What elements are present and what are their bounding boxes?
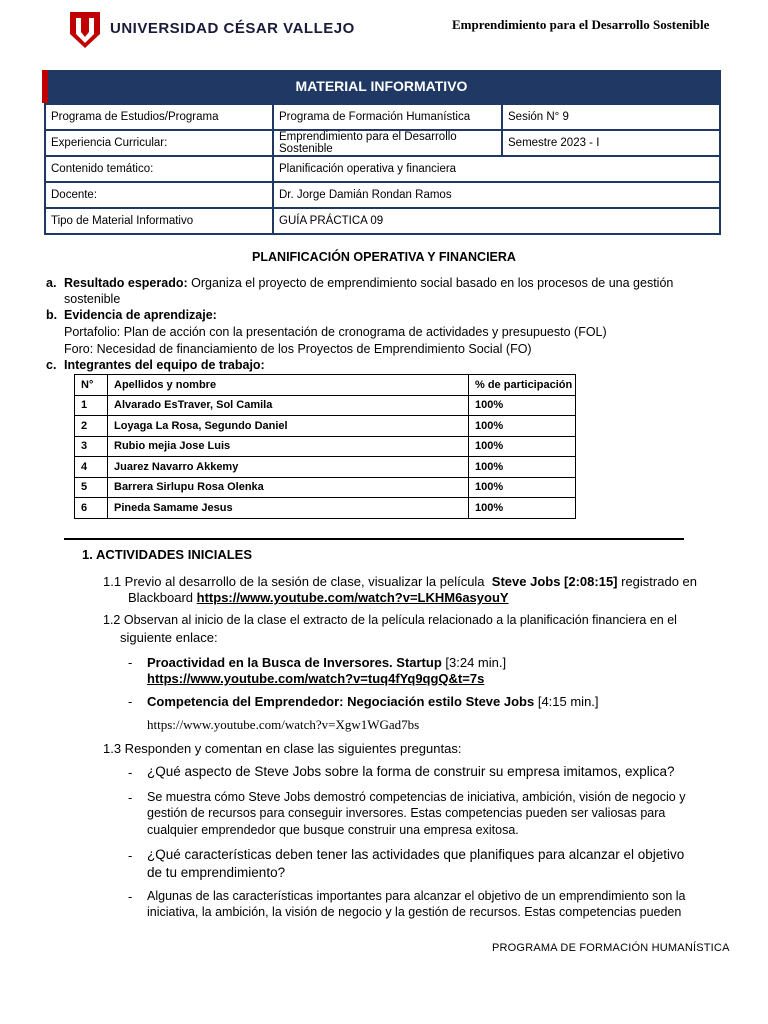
document-title: PLANIFICACIÓN OPERATIVA Y FINANCIERA (252, 250, 516, 264)
table-row (75, 395, 576, 416)
footer-program: PROGRAMA DE FORMACIÓN HUMANÍSTICA (492, 942, 730, 954)
paragraph-1-3: 1.3 Responden y comentan en clase las siguientes preguntas: (103, 741, 462, 756)
answer-2-line2: iniciativa, la ambición, la visión de negocio y la gestión de recursos. Estas competencias pueden (147, 905, 682, 919)
answer-1-line1: Se muestra cómo Steve Jobs demostró competencias de iniciativa, ambición, visión de negocio y (147, 790, 686, 804)
section-heading: 1. ACTIVIDADES INICIALES (82, 547, 252, 562)
material-banner (42, 70, 721, 103)
member-name: Rubio mejia Jose Luis (108, 436, 469, 457)
info-label: Docente: (45, 182, 273, 208)
member-participation: 100% (469, 436, 576, 457)
table-row (75, 457, 576, 478)
info-session: Sesión N° 9 (502, 104, 720, 130)
p11-tail: registrado en (617, 574, 698, 589)
header-participation: % de participación (469, 375, 576, 396)
table-header-row (75, 375, 576, 396)
question-1: ¿Qué aspecto de Steve Jobs sobre la forma de construir su empresa imitamos, explica? (147, 764, 675, 779)
answer-1-line2: gestión de recursos para conseguir inversores. Estas competencias pueden ser valiosas para (147, 806, 666, 820)
item-b-marker: b. (46, 308, 58, 322)
item-c-marker: c. (46, 358, 57, 372)
info-value: Emprendimiento para el Desarrollo Sostenible (273, 130, 502, 156)
bullet-dash: - (128, 694, 133, 709)
table-row (75, 477, 576, 498)
bullet-dash: - (128, 655, 133, 670)
info-value: GUÍA PRÁCTICA 09 (273, 208, 720, 234)
header-number: N° (75, 375, 108, 396)
info-row (45, 208, 720, 234)
member-name: Barrera Sirlupu Rosa Olenka (108, 477, 469, 498)
member-number: 3 (75, 436, 108, 457)
bullet-dash: - (128, 765, 133, 780)
course-info-table (44, 103, 721, 235)
member-number: 1 (75, 395, 108, 416)
university-logo-icon (70, 12, 100, 48)
info-label: Tipo de Material Informativo (45, 208, 273, 234)
bullet-2-link[interactable]: https://www.youtube.com/watch?v=Xgw1WGad7bs (147, 717, 420, 732)
banner-title: MATERIAL INFORMATIVO (295, 78, 468, 94)
bullet-dash: - (128, 889, 133, 904)
paragraph-1-2-cont: siguiente enlace: (120, 630, 218, 645)
member-name: Alvarado EsTraver, Sol Camila (108, 395, 469, 416)
info-value: Programa de Formación Humanística (273, 104, 502, 130)
member-name: Juarez Navarro Akkemy (108, 457, 469, 478)
course-header-title: Emprendimiento para el Desarrollo Sostenible (452, 17, 710, 32)
table-row (75, 416, 576, 437)
info-semester: Semestre 2023 - I (502, 130, 720, 156)
member-participation: 100% (469, 416, 576, 437)
item-a-marker: a. (46, 276, 57, 290)
question-2-line2: de tu emprendimiento? (147, 865, 286, 880)
bullet-2 (147, 694, 599, 709)
bullet-1-text: Proactividad en la Busca de Inversores. Startup (147, 655, 446, 670)
info-label: Experiencia Curricular: (45, 130, 273, 156)
item-b-label: Evidencia de aprendizaje: (64, 308, 217, 322)
paragraph-1-1-cont (128, 590, 509, 605)
team-table (74, 374, 576, 519)
table-row (75, 498, 576, 519)
paragraph-1-1 (103, 574, 711, 589)
info-label: Contenido temático: (45, 156, 273, 182)
film-link[interactable]: https://www.youtube.com/watch?v=LKHM6asyouY (196, 590, 509, 605)
item-c-label: Integrantes del equipo de trabajo: (64, 358, 265, 372)
member-number: 5 (75, 477, 108, 498)
member-participation: 100% (469, 395, 576, 416)
member-participation: 100% (469, 498, 576, 519)
question-2-line1: ¿Qué características deben tener las actividades que planifiques para alcanzar el objetivo (147, 847, 685, 862)
item-a-text-cont: sostenible (64, 292, 121, 306)
member-participation: 100% (469, 457, 576, 478)
p11-text: 1.1 Previo al desarrollo de la sesión de clase, visualizar la película (103, 574, 485, 589)
bullet-2-text: Competencia del Emprendedor: Negociación estilo Steve Jobs (147, 694, 538, 709)
info-value: Planificación operativa y financiera (273, 156, 720, 182)
university-name: UNIVERSIDAD CÉSAR VALLEJO (110, 20, 355, 37)
item-a-label: Resultado esperado: (64, 276, 188, 290)
item-a-text: Organiza el proyecto de emprendimiento social basado en los procesos de una gestión (187, 276, 674, 290)
table-row (75, 436, 576, 457)
bullet-dash: - (128, 790, 133, 805)
section-divider (64, 538, 684, 540)
item-a (64, 276, 673, 290)
bullet-1 (147, 655, 506, 670)
info-label: Programa de Estudios/Programa (45, 104, 273, 130)
info-row (45, 156, 720, 182)
member-number: 6 (75, 498, 108, 519)
member-name: Pineda Samame Jesus (108, 498, 469, 519)
banner-accent (42, 70, 48, 103)
bullet-dash: - (128, 848, 133, 863)
p11-blackboard: Blackboard (128, 590, 197, 605)
answer-1-line3: cualquier emprendedor que busque construir una empresa exitosa. (147, 823, 519, 837)
answer-2-line1: Algunas de las características importantes para alcanzar el objetivo de un emprendimiento son la (147, 889, 686, 903)
bullet-2-time: [4:15 min.] (537, 694, 599, 709)
info-row (45, 130, 720, 156)
info-row (45, 104, 720, 130)
paragraph-1-2: 1.2 Observan al inicio de la clase el extracto de la película relacionado a la planificación financiera en el (103, 613, 677, 627)
bullet-1-link[interactable]: https://www.youtube.com/watch?v=tuq4fYq9qgQ&t=7s (147, 671, 485, 686)
member-number: 2 (75, 416, 108, 437)
member-name: Loyaga La Rosa, Segundo Daniel (108, 416, 469, 437)
info-value: Dr. Jorge Damián Rondan Ramos (273, 182, 720, 208)
member-participation: 100% (469, 477, 576, 498)
item-b-portfolio: Portafolio: Plan de acción con la presentación de cronograma de actividades y presupuesto (FOL) (64, 325, 607, 339)
info-row (45, 182, 720, 208)
header-name: Apellidos y nombre (108, 375, 469, 396)
item-b-forum: Foro: Necesidad de financiamiento de los Proyectos de Emprendimiento Social (FO) (64, 342, 532, 356)
member-number: 4 (75, 457, 108, 478)
p11-film: Steve Jobs [2:08:15] (491, 574, 618, 589)
bullet-1-time: [3:24 min.] (445, 655, 507, 670)
